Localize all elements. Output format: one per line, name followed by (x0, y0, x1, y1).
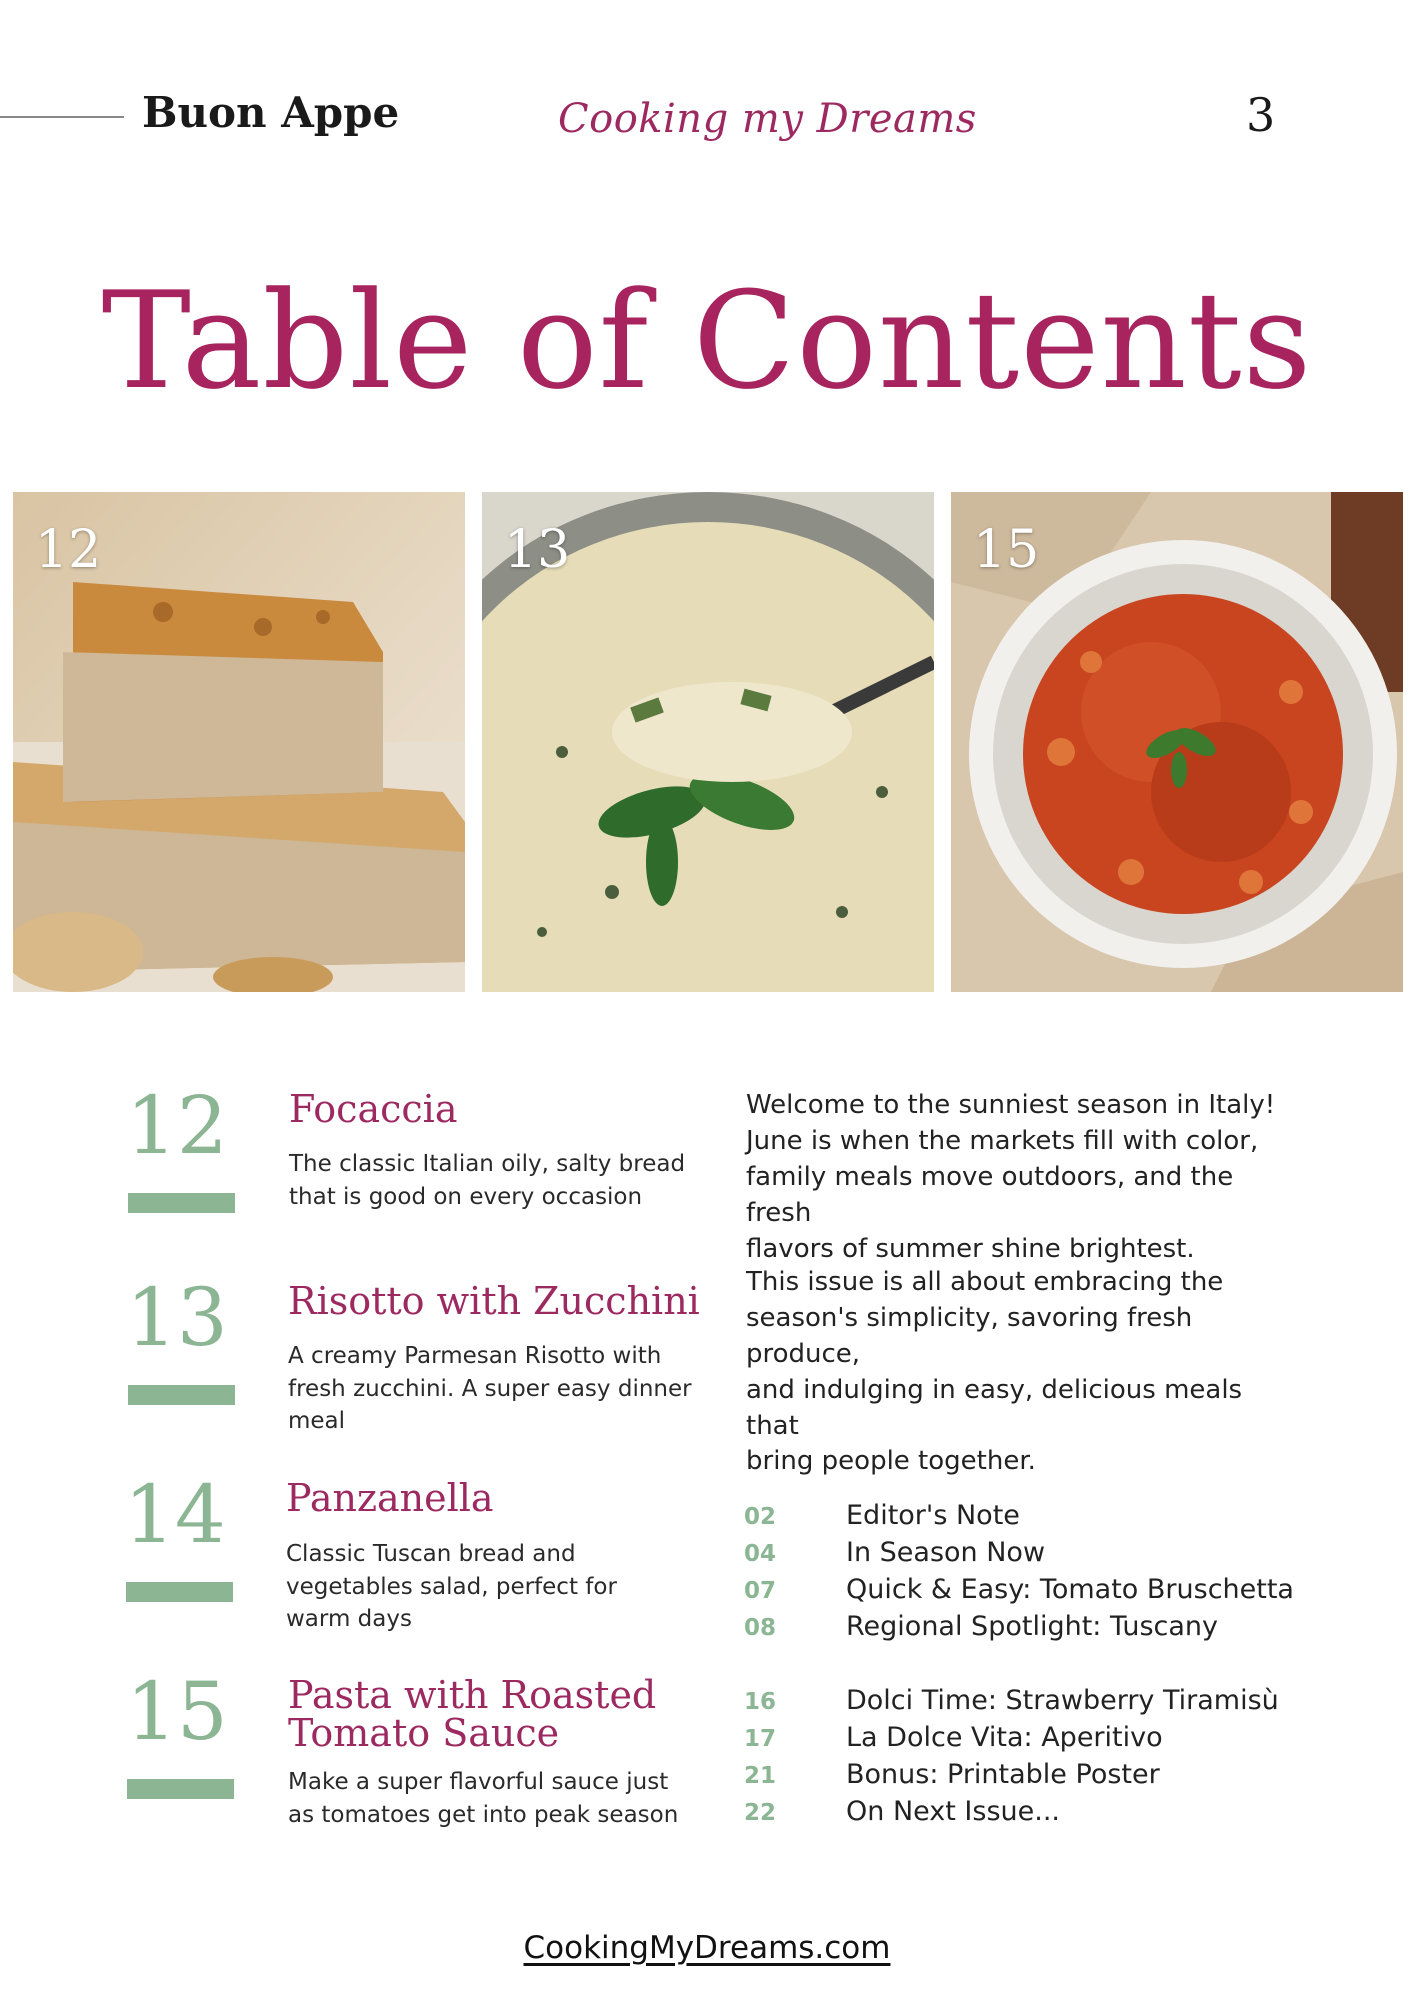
index-label: Dolci Time: Strawberry Tiramisù (846, 1685, 1279, 1716)
feature-item-15[interactable] (126, 1665, 228, 1758)
index-label: Quick & Easy: Tomato Bruschetta (846, 1574, 1294, 1605)
index-item[interactable] (744, 1537, 1304, 1574)
intro-line: This issue is all about embracing the (746, 1267, 1224, 1297)
index-page-number: 21 (744, 1763, 777, 1789)
index-page-number: 08 (744, 1615, 777, 1641)
feature-bar (126, 1582, 233, 1602)
index-label: Bonus: Printable Poster (846, 1759, 1160, 1790)
feature-title-line: Pasta with Roasted (288, 1673, 657, 1717)
intro-paragraph-2 (746, 1265, 1286, 1480)
index-page-number: 04 (744, 1541, 777, 1567)
footer (0, 1930, 1414, 1966)
index-item[interactable] (744, 1722, 1304, 1759)
feature-desc-line: A creamy Parmesan Risotto with (288, 1343, 662, 1369)
page-number: 3 (1246, 88, 1276, 142)
feature-page-number: 14 (124, 1468, 226, 1561)
photo-page-number: 15 (973, 520, 1040, 580)
intro-line: season's simplicity, savoring fresh produce, (746, 1302, 1193, 1369)
index-page-number: 07 (744, 1578, 777, 1604)
feature-page-number: 13 (126, 1271, 228, 1364)
logo-text: Cooking my Dreams (558, 96, 977, 142)
feature-desc-line: Classic Tuscan bread and (286, 1541, 576, 1567)
intro-line: and indulging in easy, delicious meals that (746, 1374, 1243, 1441)
intro-line: flavors of summer shine brightest. (746, 1233, 1195, 1264)
intro-line: family meals move outdoors, and the fresh (746, 1161, 1234, 1228)
feature-desc-line: Make a super flavorful sauce just (288, 1769, 669, 1795)
feature-description (288, 1340, 698, 1438)
index-item[interactable] (744, 1500, 1304, 1537)
index-page-number: 16 (744, 1689, 777, 1715)
magazine-title: Buon Appe (142, 88, 400, 137)
feature-description (289, 1148, 699, 1213)
index-item[interactable] (744, 1685, 1304, 1722)
index-page-number: 02 (744, 1504, 777, 1530)
feature-item-14[interactable] (124, 1468, 226, 1561)
intro-paragraph-1 (746, 1088, 1286, 1267)
feature-page-number: 12 (126, 1079, 228, 1172)
logo[interactable] (548, 84, 977, 154)
index-label: Regional Spotlight: Tuscany (846, 1611, 1219, 1642)
feature-title-line: Tomato Sauce (288, 1711, 560, 1755)
intro-line: Welcome to the sunniest season in Italy! (746, 1090, 1276, 1120)
feature-bar (128, 1385, 235, 1405)
feature-page-number: 15 (126, 1665, 228, 1758)
feature-description (286, 1538, 696, 1636)
index-label: In Season Now (846, 1537, 1046, 1568)
intro-line: June is when the markets fill with color, (746, 1125, 1259, 1156)
website-link[interactable]: CookingMyDreams.com (523, 1930, 891, 1966)
feature-item-13[interactable] (126, 1271, 228, 1364)
index-label: Editor's Note (846, 1500, 1020, 1531)
feature-desc-line: meal (288, 1408, 346, 1435)
index-item[interactable] (744, 1574, 1304, 1611)
photo-risotto[interactable] (482, 492, 934, 992)
page-title: Table of Contents (101, 263, 1313, 419)
feature-item-12[interactable] (126, 1079, 228, 1172)
feature-bar (127, 1779, 234, 1799)
index-item[interactable] (744, 1611, 1304, 1648)
index-page-number: 17 (744, 1726, 777, 1752)
index-item[interactable] (744, 1759, 1304, 1796)
photo-pasta[interactable] (951, 492, 1403, 992)
photo-focaccia[interactable] (13, 492, 465, 992)
photo-page-number: 12 (35, 520, 102, 580)
index-label: On Next Issue... (846, 1796, 1060, 1827)
index-item[interactable] (744, 1796, 1304, 1833)
feature-title[interactable] (288, 1673, 728, 1755)
feature-title[interactable]: Panzanella (286, 1476, 494, 1520)
feature-desc-line: fresh zucchini. A super easy dinner (288, 1375, 692, 1402)
feature-desc-line: that is good on every occasion (289, 1183, 643, 1210)
feature-title[interactable]: Focaccia (289, 1087, 458, 1131)
feature-desc-line: as tomatoes get into peak season (288, 1801, 679, 1828)
feature-desc-line: The classic Italian oily, salty bread (289, 1151, 686, 1177)
intro-line: bring people together. (746, 1446, 1036, 1477)
feature-title[interactable]: Risotto with Zucchini (288, 1279, 700, 1323)
index-label: La Dolce Vita: Aperitivo (846, 1722, 1163, 1753)
header-rule (0, 116, 124, 118)
feature-desc-line: vegetables salad, perfect for (286, 1573, 617, 1600)
feature-bar (128, 1193, 235, 1213)
feature-description (288, 1766, 698, 1831)
index-page-number: 22 (744, 1800, 777, 1826)
photo-page-number: 13 (504, 520, 571, 580)
feature-desc-line: warm days (286, 1606, 412, 1633)
